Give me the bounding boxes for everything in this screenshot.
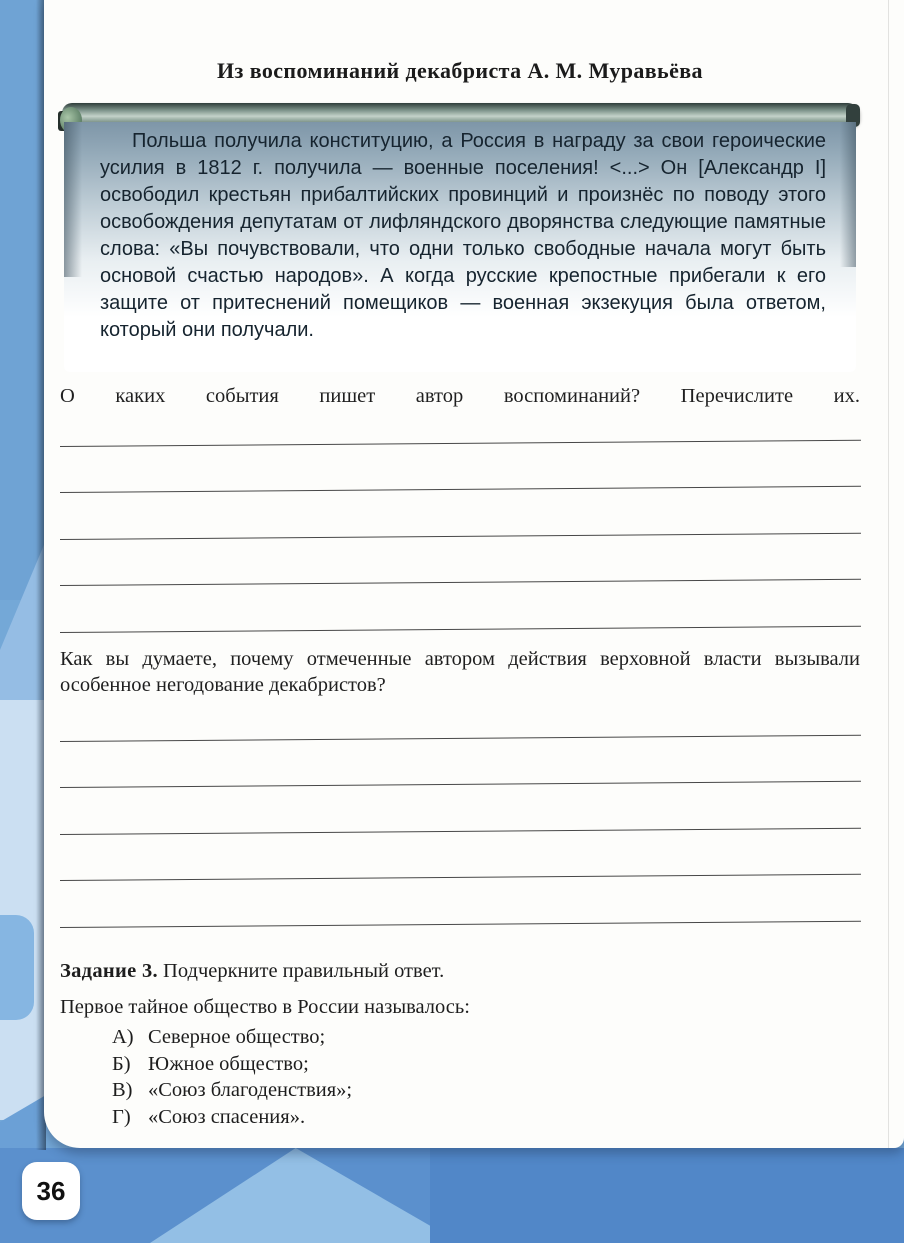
answer-line: [60, 579, 861, 586]
question-2: Как вы думаете, почему отмеченные автором действия верховной власти вызывали особенное негодование декабристов?: [60, 648, 860, 696]
answer-lines-group-2: [60, 741, 861, 973]
answer-line: [60, 827, 861, 834]
option-letter-b: Б): [112, 1052, 131, 1075]
option-row-a: [112, 1026, 852, 1053]
task3-stem: Первое тайное общество в России называлось:: [60, 996, 470, 1018]
answer-line: [60, 920, 861, 927]
question-1: О каких события пишет автор воспоминаний? Перечислите их.: [60, 385, 860, 407]
memoir-quote-text: Польша получила конституцию, а Россия в награду за свои героические усилия в 1812 г. получила — военные поселения! <...> Он [Александр I] освободил крестьян прибалтийских провинций и произнёс по поводу этого освобождения депутатам от лифляндского дворянства следующие памятные слова: «Вы почувствовали, что одни только свободные начала могут быть основой счастью народов». А когда русские крепостные прибегали к его защите от притеснений помещиков — военная экзекуция была ответом, который они получали.: [100, 130, 826, 341]
scroll-graphic: [56, 103, 862, 373]
option-row-b: [112, 1053, 852, 1080]
bottom-band-right: [430, 1148, 904, 1243]
left-border-blob: [0, 915, 34, 1020]
task3-heading: [60, 960, 860, 983]
answer-line: [60, 874, 861, 881]
option-text-a: Северное общество;: [148, 1026, 326, 1048]
answer-line: [60, 532, 861, 539]
option-letter-v: В): [112, 1079, 133, 1101]
answer-lines-group-1: [60, 446, 861, 678]
answer-line: [60, 486, 861, 493]
option-row-g: [112, 1106, 852, 1133]
option-letter-g: Г): [112, 1105, 131, 1128]
task3-instruction: Подчеркните правильный ответ.: [163, 960, 445, 982]
page-number-badge: 36: [22, 1162, 80, 1220]
page-title: Из воспоминаний декабриста А. М. Муравьёва: [217, 58, 703, 83]
option-row-v: [112, 1079, 852, 1106]
option-text-v: «Союз благоденствия»;: [148, 1079, 353, 1101]
task3-label: Задание 3.: [60, 960, 158, 982]
paper-right-edge-line: [888, 0, 889, 1148]
option-text-g: «Союз спасения».: [148, 1105, 306, 1128]
option-text-b: Южное общество;: [148, 1052, 309, 1075]
task3-options: [112, 1026, 852, 1132]
answer-line: [60, 625, 861, 632]
answer-line: [60, 781, 861, 788]
option-letter-a: А): [112, 1026, 134, 1048]
scroll-body: [64, 122, 856, 372]
